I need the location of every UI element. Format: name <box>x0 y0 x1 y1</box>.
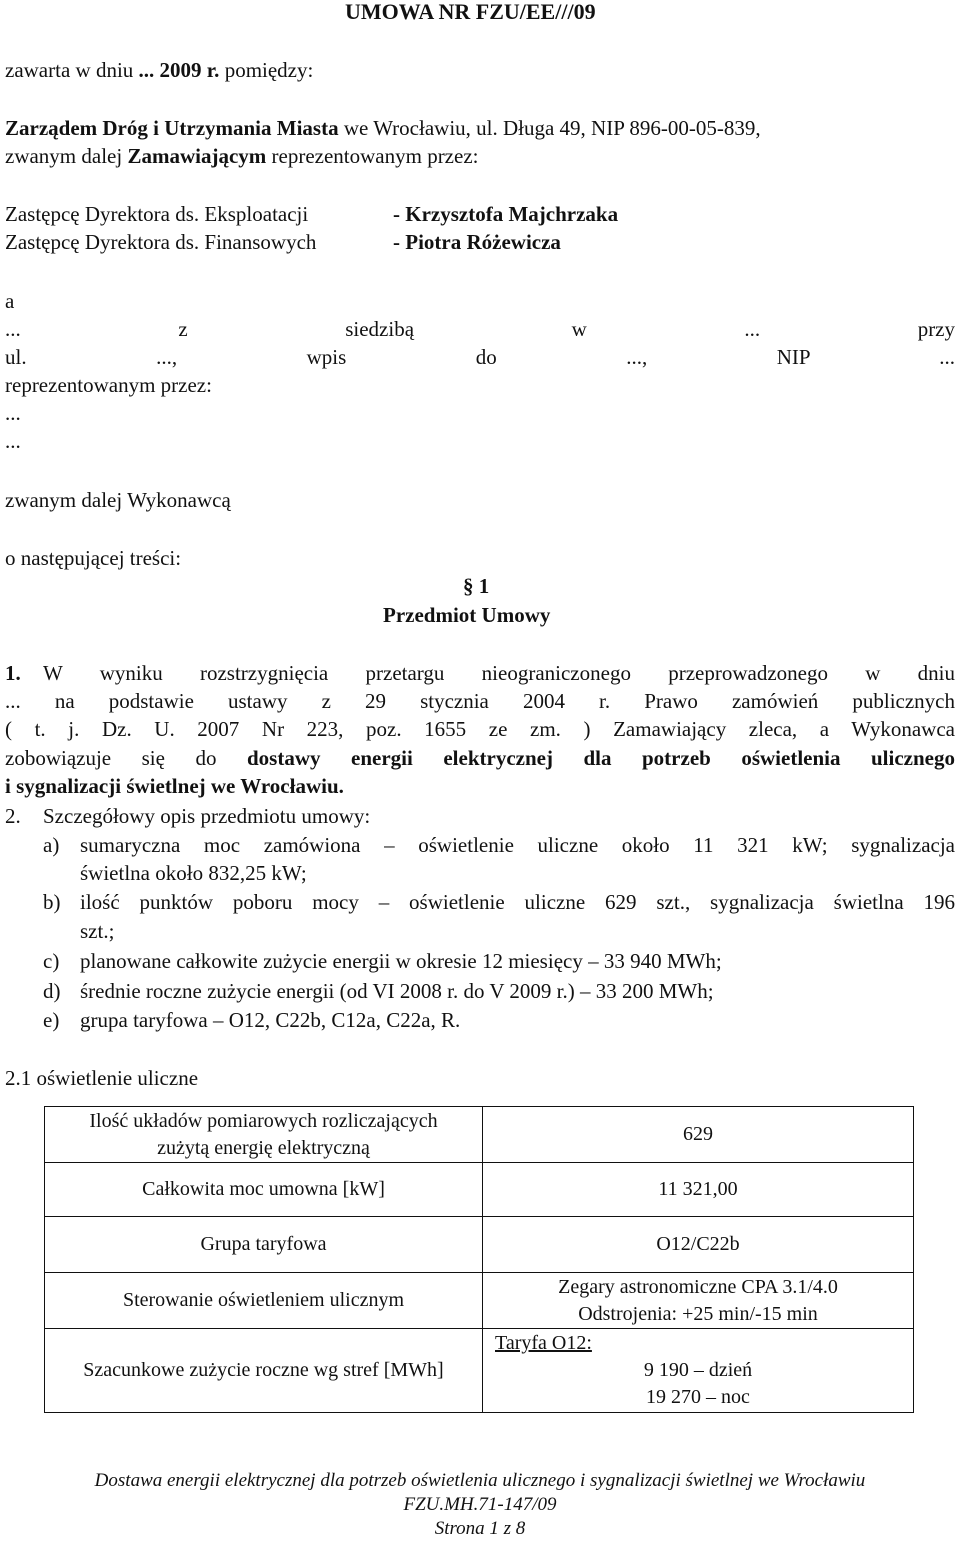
representative-1-role: Zastępcę Dyrektora ds. Eksploatacji <box>5 202 309 226</box>
paragraph-1-line-3: ( t. j. Dz. U. 2007 Nr 223, poz. 1655 ze zm. ) Zamawiający zleca, a Wykonawca <box>5 717 955 741</box>
paragraph-1-line-4: zobowiązuje się do dostawy energii elektrycznej dla potrzeb oświetlenia ulicznego <box>5 746 955 770</box>
list-item-b-line-1: ilość punktów poboru mocy – oświetlenie uliczne 629 szt., sygnalizacja świetlna 196 <box>80 890 955 914</box>
table-cell-value <box>483 1329 914 1413</box>
party2-represented-by: reprezentowanym przez: <box>5 373 212 397</box>
list-item-c-line-1: planowane całkowite zużycie energii w okresie 12 miesięcy – 33 940 MWh; <box>80 949 722 973</box>
paragraph-2-number: 2. <box>5 804 21 828</box>
party1-alias-line: zwanym dalej Zamawiającym reprezentowanym przez: <box>5 144 479 168</box>
conjunction: a <box>5 289 15 313</box>
subsection-title: 2.1 oświetlenie uliczne <box>5 1066 199 1090</box>
list-item-c-label: c) <box>43 949 60 973</box>
table-cell-label: Sterowanie oświetleniem ulicznym <box>45 1273 483 1329</box>
contract-date-line: zawarta w dniu ... 2009 r. pomiędzy: <box>5 58 314 82</box>
tariff-day: 9 190 – dzień <box>643 1359 753 1381</box>
table-cell-label: Szacunkowe zużycie roczne wg stref [MWh] <box>45 1329 483 1413</box>
table-cell-value: O12/C22b <box>483 1217 914 1273</box>
party1-line: Zarządem Dróg i Utrzymania Miasta we Wrocławiu, ul. Długa 49, NIP 896-00-05-839, <box>5 116 761 140</box>
list-item-e-line-1: grupa taryfowa – O12, C22b, C12a, C22a, R. <box>80 1008 461 1032</box>
section-heading: Przedmiot Umowy <box>383 603 551 627</box>
paragraph-2-intro: Szczegółowy opis przedmiotu umowy: <box>43 804 371 828</box>
tariff-heading: Taryfa O12: <box>495 1332 592 1354</box>
paragraph-1-line-5: i sygnalizacji świetlnej we Wrocławiu. <box>5 774 344 798</box>
content-intro: o następującej treści: <box>5 546 182 570</box>
paragraph-1-number: 1. <box>5 661 21 685</box>
table-row <box>45 1163 914 1217</box>
table-row <box>45 1217 914 1273</box>
section-symbol: § 1 <box>463 574 490 598</box>
list-item-a-line-2: świetlna około 832,25 kW; <box>80 861 307 885</box>
party2-alias: zwanym dalej Wykonawcą <box>5 488 231 512</box>
representative-1-name: - Krzysztofa Majchrzaka <box>393 202 619 226</box>
list-item-d-label: d) <box>43 979 61 1003</box>
table-cell-label: Całkowita moc umowna [kW] <box>45 1163 483 1217</box>
party2-line-2: ul. ..., wpis do ..., NIP ... <box>5 345 955 369</box>
page-number: Strona 1 z 8 <box>434 1518 526 1539</box>
paragraph-1-line-1: W wyniku rozstrzygnięcia przetargu nieograniczonego przeprowadzonego w dniu <box>43 661 955 685</box>
table-row <box>45 1329 914 1413</box>
list-item-d-line-1: średnie roczne zużycie energii (od VI 2008 r. do V 2009 r.) – 33 200 MWh; <box>80 979 714 1003</box>
paragraph-1-line-2: ... na podstawie ustawy z 29 stycznia 2004 r. Prawo zamówień publicznych <box>5 689 955 713</box>
table-row <box>45 1273 914 1329</box>
street-lighting-table <box>44 1106 914 1413</box>
list-item-e-label: e) <box>43 1008 60 1032</box>
table-cell-value: 629 <box>483 1107 914 1163</box>
contract-title: UMOWA NR FZU/EE///09 <box>345 0 596 24</box>
table-cell-value: Zegary astronomiczne CPA 3.1/4.0 Odstrojenia: +25 min/-15 min <box>483 1273 914 1329</box>
table-cell-value: 11 321,00 <box>483 1163 914 1217</box>
representative-2-role: Zastępcę Dyrektora ds. Finansowych <box>5 230 317 254</box>
table-cell-label: Grupa taryfowa <box>45 1217 483 1273</box>
footer-reference: FZU.MH.71-147/09 <box>403 1494 557 1515</box>
list-item-b-label: b) <box>43 890 61 914</box>
party2-line-1: ... z siedzibą w ... przy <box>5 317 956 341</box>
dotted-fill-line-2: ... <box>5 429 21 453</box>
table-cell-label: Ilość układów pomiarowych rozliczających zużytą energię elektryczną <box>45 1107 483 1163</box>
representative-2-name: - Piotra Różewicza <box>393 230 561 254</box>
footer-title: Dostawa energii elektrycznej dla potrzeb oświetlenia ulicznego i sygnalizacji świetlnej we Wrocławiu <box>94 1470 866 1491</box>
list-item-a-label: a) <box>43 833 60 857</box>
dotted-fill-line-1: ... <box>5 401 21 425</box>
tariff-night: 19 270 – noc <box>646 1386 750 1408</box>
list-item-b-line-2: szt.; <box>80 919 115 943</box>
list-item-a-line-1: sumaryczna moc zamówiona – oświetlenie uliczne około 11 321 kW; sygnalizacja <box>80 833 955 857</box>
table-row <box>45 1107 914 1163</box>
